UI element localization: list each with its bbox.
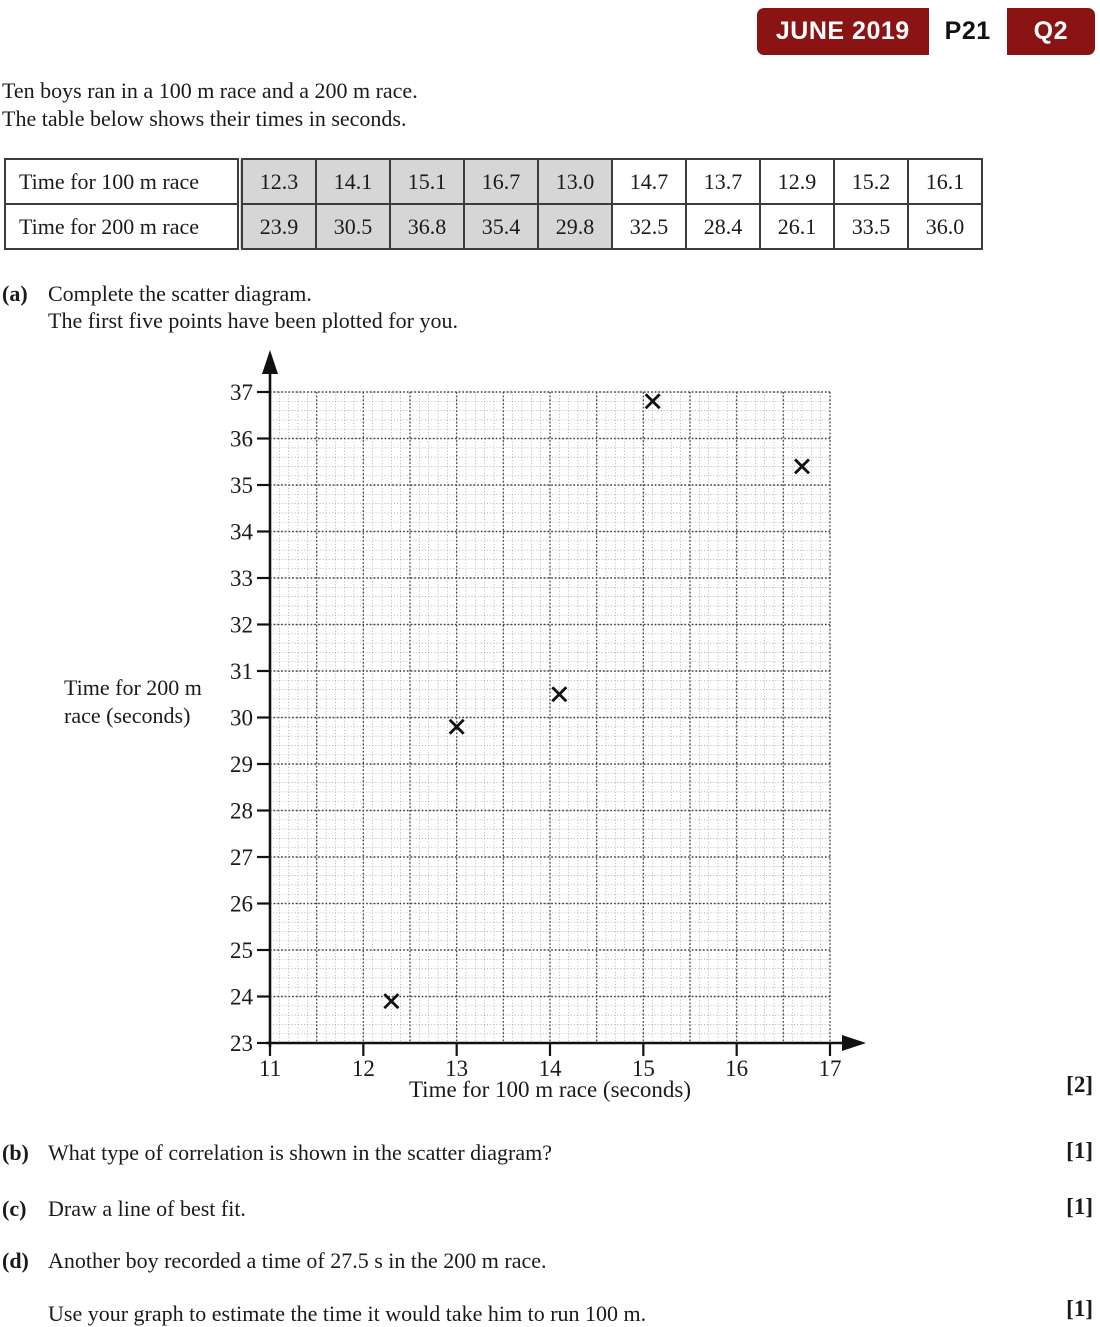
times-table [4,158,983,250]
x-axis-arrow [842,1035,866,1051]
table-value-cell: 33.5 [834,204,908,249]
y-tick-label: 37 [230,380,253,405]
table-value-cell: 15.2 [834,159,908,204]
badge-paper: P21 [929,8,1007,55]
y-tick-label: 36 [230,426,253,452]
part-a [2,280,312,308]
x-axis-label: Time for 100 m race (seconds) [408,1077,692,1102]
part-b-label: (b) [2,1140,29,1165]
y-tick-label: 30 [230,705,253,731]
table-value-cell: 23.9 [240,204,316,249]
table-label-cell: Time for 200 m race [5,204,240,249]
table-value-cell: 13.0 [538,159,612,204]
table-value-cell: 14.1 [316,159,390,204]
part-c-text: Draw a line of best fit. [48,1196,246,1221]
y-tick-label: 26 [230,891,253,917]
x-tick-label: 16 [725,1056,749,1081]
table-value-cell: 14.7 [612,159,686,204]
x-tick-label: 11 [258,1056,282,1081]
part-b-text: What type of correlation is shown in the scatter diagram? [48,1140,552,1165]
table-value-cell: 28.4 [686,204,760,249]
scatter-chart [0,340,920,1120]
badge-question: Q2 [1007,8,1095,55]
part-d-instruction: Use your graph to estimate the time it would take him to run 100 m. [48,1301,647,1326]
intro-line-2: The table below shows their times in seconds. [2,106,407,131]
table-value-cell: 16.1 [908,159,982,204]
x-tick-label: 15 [631,1056,655,1081]
y-tick-label: 24 [230,984,253,1010]
part-d [2,1247,547,1275]
part-a-text-2: The first five points have been plotted for you. [48,308,458,333]
chart-grid [270,392,830,1043]
x-tick-label: 17 [818,1056,842,1081]
table-value-cell: 29.8 [538,204,612,249]
table-value-cell: 36.0 [908,204,982,249]
chart-ticks [230,380,842,1081]
part-b [2,1139,552,1167]
x-tick-label: 13 [445,1056,469,1081]
table-value-cell: 35.4 [464,204,538,249]
y-tick-label: 33 [230,566,253,591]
marks-part-a: [2] [1066,1072,1093,1097]
y-tick-label: 34 [230,519,253,545]
y-tick-label: 31 [230,659,253,684]
part-c [2,1195,246,1223]
y-tick-label: 27 [230,845,253,870]
table-row [5,159,982,204]
table-row [5,204,982,249]
marks-part-b: [1] [1066,1138,1093,1163]
part-d-text: Another boy recorded a time of 27.5 s in the 200 m race. [48,1248,547,1273]
times-table-body [5,159,982,249]
intro-line-1: Ten boys ran in a 100 m race and a 200 m race. [2,78,418,103]
table-value-cell: 12.3 [240,159,316,204]
part-d-label: (d) [2,1248,29,1273]
table-value-cell: 26.1 [760,204,834,249]
part-a-text-1: Complete the scatter diagram. [48,281,312,306]
y-tick-label: 23 [230,1031,253,1056]
badge-session: JUNE 2019 [757,8,929,55]
table-value-cell: 30.5 [316,204,390,249]
y-axis-arrow [262,350,278,374]
part-a-label: (a) [2,281,28,306]
y-tick-label: 35 [230,473,253,498]
table-value-cell: 12.9 [760,159,834,204]
y-tick-label: 32 [230,612,253,638]
x-tick-label: 12 [351,1056,375,1081]
y-tick-label: 28 [230,798,253,824]
marks-part-d: [1] [1066,1296,1093,1321]
table-value-cell: 16.7 [464,159,538,204]
y-tick-label: 29 [230,752,253,777]
table-label-cell: Time for 100 m race [5,159,240,204]
part-c-label: (c) [2,1196,27,1221]
y-axis-label: Time for 200 m race (seconds) [64,675,202,728]
question-reference-badge [757,8,1095,55]
table-value-cell: 36.8 [390,204,464,249]
table-value-cell: 15.1 [390,159,464,204]
x-tick-label: 14 [538,1056,562,1081]
marks-part-c: [1] [1066,1194,1093,1219]
table-value-cell: 13.7 [686,159,760,204]
table-value-cell: 32.5 [612,204,686,249]
y-tick-label: 25 [230,938,253,963]
